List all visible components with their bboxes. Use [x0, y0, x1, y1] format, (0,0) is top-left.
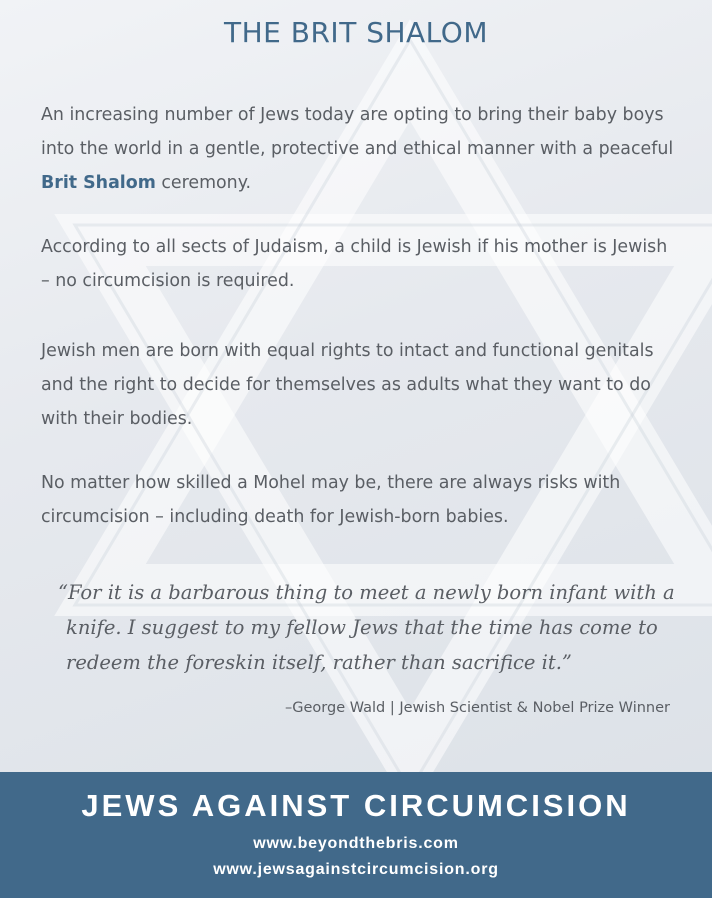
paragraph-brit-shalom [41, 98, 681, 200]
brit-shalom-highlight: Brit Shalom [41, 173, 156, 193]
link-jewsagainstcircumcision[interactable]: www.jewsagainstcircumcision.org [213, 861, 499, 878]
quote-line-1: “For it is a barbarous thing to meet a newly born infant with a [58, 581, 675, 604]
paragraph-1-text-end: ceremony. [155, 173, 252, 193]
link-beyondthebris[interactable]: www.beyondthebris.com [253, 835, 459, 852]
paragraph-jewish-mother: According to all sects of Judaism, a child is Jewish if his mother is Jewish – no circumcision is required. [41, 237, 668, 291]
footer-banner [0, 772, 712, 898]
paragraph-equal-rights: Jewish men are born with equal rights to intact and functional genitals and the right to decide for themselves as adults what they want to do with their bodies. [41, 341, 654, 429]
quote-attribution: –George Wald | Jewish Scientist & Nobel Prize Winner [285, 700, 670, 716]
wald-quote [58, 575, 675, 680]
quote-line-3: redeem the foreskin itself, rather than sacrifice it.” [66, 651, 572, 674]
paragraph-1-text: An increasing number of Jews today are opting to bring their baby boys into the world in a gentle, protective and ethical manner with a peaceful [41, 105, 674, 159]
footer-title: JEWS AGAINST CIRCUMCISION [81, 788, 631, 823]
quote-line-2: knife. I suggest to my fellow Jews that the time has come to [66, 616, 658, 639]
page-title: THE BRIT SHALOM [224, 16, 488, 49]
paragraph-risks: No matter how skilled a Mohel may be, there are always risks with circumcision – including death for Jewish-born babies. [41, 473, 621, 527]
